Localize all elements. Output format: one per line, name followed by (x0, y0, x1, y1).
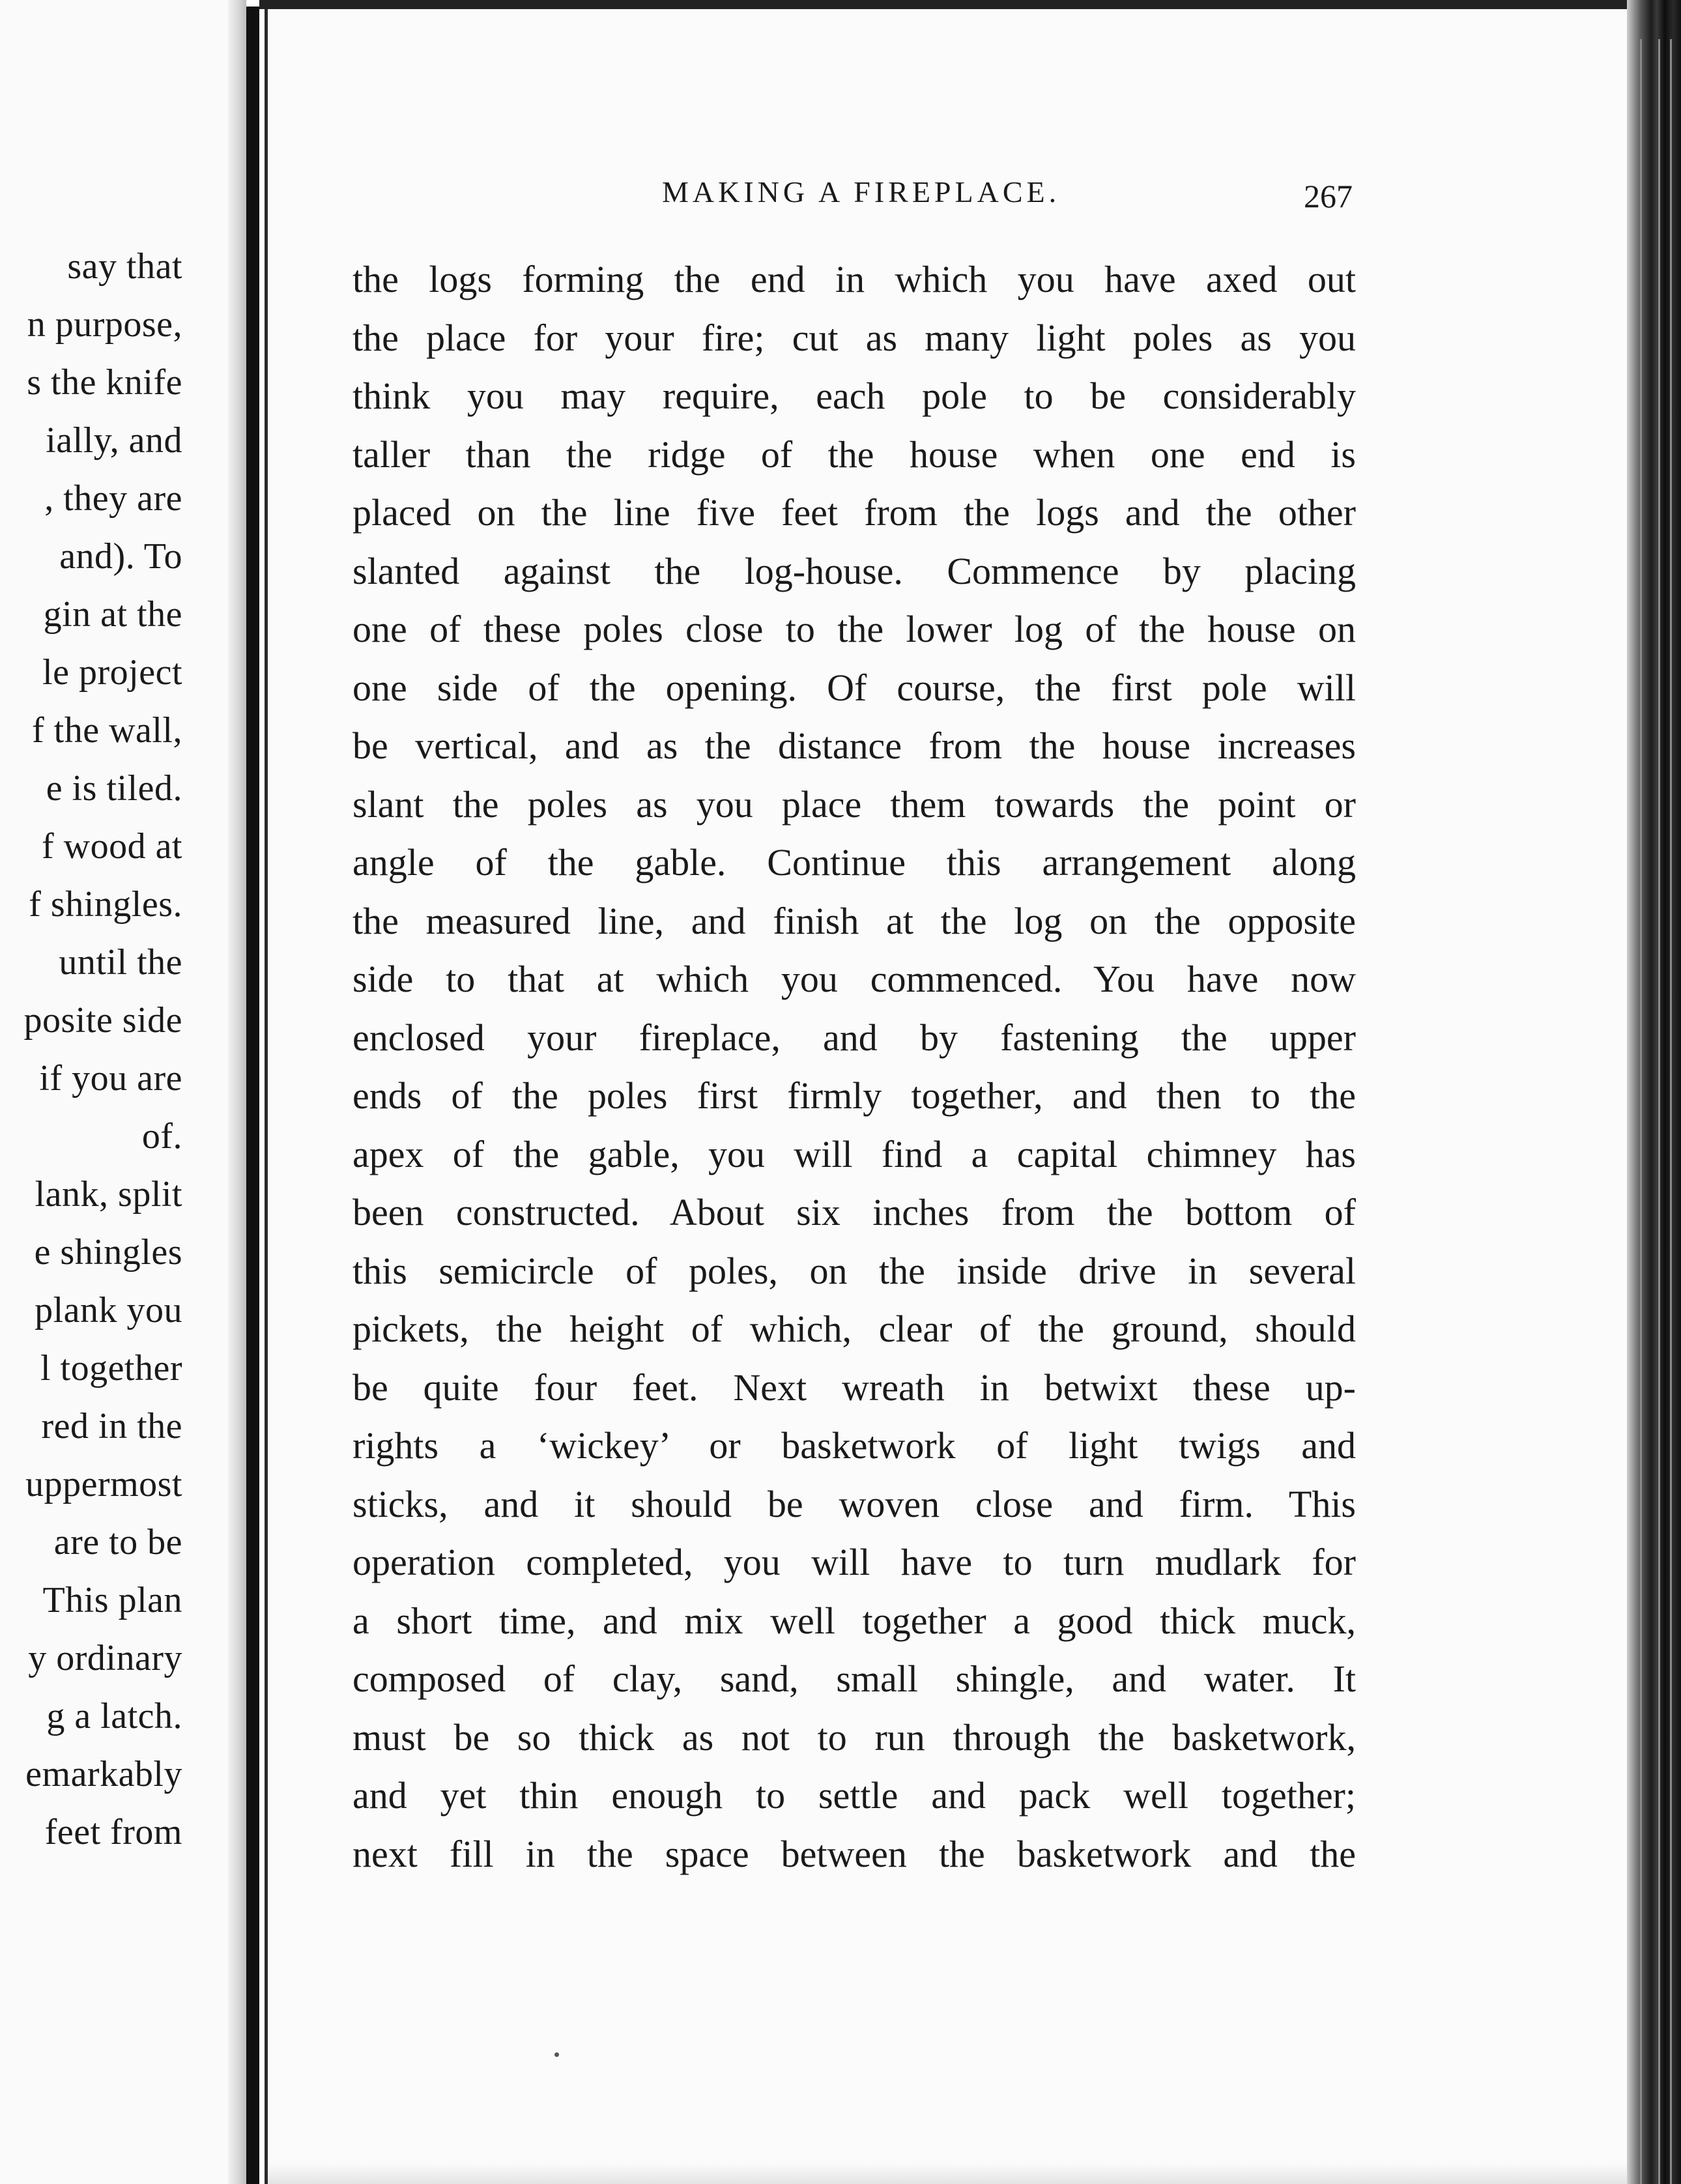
main-page (268, 9, 1627, 2184)
facing-page-line: red in the (41, 1406, 182, 1446)
body-line: operation completed, you will have to turn mudlark for (352, 1541, 1356, 1583)
ink-speck (554, 2052, 559, 2057)
facing-page-line: e shingles (34, 1232, 182, 1272)
body-line: composed of clay, sand, small shingle, and water. It (352, 1658, 1356, 1700)
facing-page-line: le project (42, 652, 182, 693)
body-line: next fill in the space between the basketwork and the (352, 1832, 1356, 1875)
page-number: 267 (1304, 178, 1353, 214)
facing-page-line: e is tiled. (46, 768, 182, 809)
body-line: pickets, the height of which, clear of the ground, should (352, 1308, 1356, 1350)
body-line: be quite four feet. Next wreath in betwixt these up- (352, 1366, 1356, 1409)
body-line: this semicircle of poles, on the inside drive in several (352, 1249, 1356, 1292)
body-line: apex of the gable, you will find a capital chimney has (352, 1132, 1356, 1175)
body-line: taller than the ridge of the house when one end is (352, 433, 1356, 476)
facing-page-line: f the wall, (32, 710, 182, 751)
book-fore-edge (1627, 0, 1681, 2184)
facing-page-line: plank you (35, 1290, 182, 1330)
body-line: sticks, and it should be woven close and firm. This (352, 1482, 1356, 1525)
body-line: rights a ‘wickey’ or basketwork of light twigs and (352, 1424, 1356, 1467)
facing-page-line: are to be (53, 1522, 182, 1562)
facing-page-line: lank, split (35, 1174, 182, 1214)
body-line: one side of the opening. Of course, the first pole will (352, 666, 1356, 709)
body-line: angle of the gable. Continue this arrangement along (352, 841, 1356, 884)
facing-page-line: This plan (42, 1580, 182, 1620)
page-bottom-shade (268, 2163, 1627, 2184)
page-edge-line (1658, 39, 1660, 2184)
facing-page-line: f shingles. (29, 884, 182, 925)
body-line: placed on the line five feet from the logs and the other (352, 491, 1356, 534)
body-line: think you may require, each pole to be considerably (352, 375, 1356, 417)
facing-page-line: , they are (44, 478, 182, 519)
page-edge-line (1670, 39, 1672, 2184)
facing-page-line: uppermost (25, 1464, 182, 1504)
body-line: enclosed your fireplace, and by fastening the upper (352, 1016, 1356, 1059)
facing-page-line: l together (40, 1348, 182, 1388)
facing-page-line: of. (141, 1116, 182, 1157)
facing-page-line: until the (59, 942, 182, 983)
facing-page-line: gin at the (43, 594, 182, 635)
facing-page-line: s the knife (27, 362, 182, 403)
facing-page-line: say that (67, 246, 182, 287)
body-line: slant the poles as you place them towards the point or (352, 783, 1356, 826)
body-line: the place for your fire; cut as many light poles as you (352, 316, 1356, 359)
body-line: been constructed. About six inches from the bottom of (352, 1191, 1356, 1233)
facing-page-text (0, 238, 182, 1861)
body-line: must be so thick as not to run through the basketwork, (352, 1716, 1356, 1759)
facing-page-line: y ordinary (28, 1638, 182, 1678)
facing-page-line: ially, and (46, 420, 182, 461)
facing-page-line: f wood at (41, 826, 182, 867)
binding-rule (246, 7, 259, 2184)
body-text (352, 250, 1356, 1883)
body-line: and yet thin enough to settle and pack well together; (352, 1774, 1356, 1817)
facing-page-line: and). To (59, 536, 182, 577)
page-top-edge (259, 0, 1634, 9)
facing-page-line: if you are (39, 1058, 182, 1099)
facing-page-line: posite side (23, 1000, 182, 1041)
running-head-title: MAKING A FIREPLACE. (662, 175, 1061, 208)
body-line: be vertical, and as the distance from the house increases (352, 725, 1356, 767)
body-line: one of these poles close to the lower log of the house on (352, 608, 1356, 650)
body-line: side to that at which you commenced. You have now (352, 958, 1356, 1000)
body-line: ends of the poles first firmly together, and then to the (352, 1074, 1356, 1117)
facing-page-left (0, 0, 228, 2184)
body-line: a short time, and mix well together a good thick muck, (352, 1599, 1356, 1642)
facing-page-line: g a latch. (46, 1696, 182, 1736)
facing-page-line: emarkably (25, 1754, 182, 1794)
body-line: the logs forming the end in which you have axed out (352, 258, 1356, 300)
body-line: the measured line, and finish at the log on the opposite (352, 899, 1356, 942)
facing-page-line: n purpose, (27, 304, 182, 345)
facing-page-line: feet from (44, 1812, 182, 1852)
gutter-shadow (228, 0, 246, 2184)
page-edge-line (1640, 39, 1642, 2184)
body-line: slanted against the log-house. Commence by placing (352, 549, 1356, 592)
running-head (268, 175, 1627, 227)
